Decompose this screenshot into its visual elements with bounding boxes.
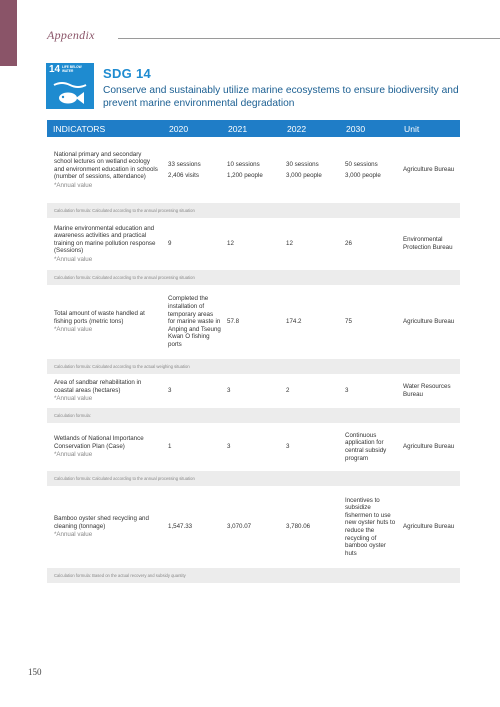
formula-text: Calculation formula: Calculated according to the annual processing situation: [47, 270, 460, 285]
value-cell-2030: [342, 218, 400, 270]
value-cell-2021: [224, 218, 283, 270]
value-cell-2021: [224, 137, 283, 203]
column-header-2030: 2030: [342, 120, 400, 137]
formula-text: Calculation formula:: [47, 408, 460, 423]
value-text: 3: [286, 443, 290, 451]
value-text: 9: [168, 240, 172, 248]
value-text: 30 sessions: [286, 160, 319, 168]
indicator-cell: [47, 486, 165, 568]
column-header-indicators: INDICATORS: [47, 120, 165, 137]
value-cell-2020: [165, 218, 224, 270]
sdg-badge: [46, 63, 94, 109]
value-cell-2030: [342, 285, 400, 359]
formula-row: [47, 471, 460, 486]
indicators-table: [47, 120, 460, 583]
annual-note: *Annual value: [54, 181, 93, 189]
table-row: [47, 486, 460, 568]
indicator-text: National primary and secondary school lectures on wetland ecology and environment education in schools (number of sessions, attendance): [54, 150, 158, 181]
value-text: 26: [345, 240, 352, 248]
indicator-cell: [47, 423, 165, 471]
value-cell-2030: [342, 137, 400, 203]
header-divider: [118, 38, 500, 39]
value-cell-2030: [342, 423, 400, 471]
table-row: [47, 374, 460, 408]
value-cell-2021: [224, 423, 283, 471]
value-text: 3,780.06: [286, 523, 311, 531]
value-text: 12: [227, 240, 234, 248]
value-cell-2020: [165, 423, 224, 471]
indicator-cell: [47, 218, 165, 270]
column-header-2022: 2022: [283, 120, 342, 137]
value-cell-2022: [283, 486, 342, 568]
value-cell-2020: [165, 137, 224, 203]
value-text: 174.2: [286, 318, 302, 326]
table-header-row: [47, 120, 460, 137]
value-text: 10 sessions: [227, 160, 260, 168]
value-cell-2022: [283, 218, 342, 270]
value-text: 3: [168, 387, 172, 395]
value-text: 2,406 visits: [168, 171, 199, 179]
annual-note: *Annual value: [54, 451, 93, 459]
annual-note: *Annual value: [54, 255, 93, 263]
value-cell-2020: [165, 374, 224, 408]
value-text: 3: [345, 387, 349, 395]
formula-text: Calculation formula: Calculated according to the annual processing situation: [47, 203, 460, 218]
value-cell-2022: [283, 137, 342, 203]
value-text: Completed the installation of temporary areas for marine waste in Anping and Tseung Kwan O fishing ports: [168, 295, 221, 348]
formula-row: [47, 203, 460, 218]
value-cell-2030: [342, 486, 400, 568]
value-text: 1,547.33: [168, 523, 193, 531]
value-text: 3,000 people: [345, 171, 381, 179]
formula-text: Calculation formula: Calculated according to the actual weighing situation: [47, 359, 460, 374]
table-body: [47, 137, 460, 583]
unit-cell: Agriculture Bureau: [403, 318, 455, 326]
page-number: 150: [28, 667, 42, 677]
sdg-description: Conserve and sustainably utilize marine ecosystems to ensure biodiversity and prevent marine environmental degradation: [103, 85, 459, 109]
sdg-badge-number: 14: [49, 64, 61, 75]
column-header-unit: Unit: [400, 120, 460, 137]
value-cell-2020: [165, 486, 224, 568]
section-title: Appendix: [47, 28, 95, 42]
indicator-cell: [47, 285, 165, 359]
value-text: 57.8: [227, 318, 240, 326]
indicator-text: Area of sandbar rehabilitation in coastal areas (hectares): [54, 379, 142, 394]
value-text: 33 sessions: [168, 160, 201, 168]
annual-note: *Annual value: [54, 326, 93, 334]
indicator-cell: [47, 374, 165, 408]
value-cell-2022: [283, 423, 342, 471]
value-text: Incentives to subsidize fishermen to use new oyster huts to reduce the recycling of bamboo oyster huts: [345, 496, 396, 557]
formula-row: [47, 270, 460, 285]
fish-icon: [52, 77, 88, 107]
column-header-2021: 2021: [224, 120, 283, 137]
annual-note: *Annual value: [54, 395, 93, 403]
value-text: 50 sessions: [345, 160, 378, 168]
value-text: 1,200 people: [227, 171, 263, 179]
value-cell-2021: [224, 374, 283, 408]
sdg-badge-label: LIFE BELOW WATER: [62, 65, 82, 73]
value-cell-2022: [283, 374, 342, 408]
unit-cell: Water Resources Bureau: [403, 383, 451, 398]
unit-cell: Agriculture Bureau: [403, 166, 455, 174]
unit-cell: Agriculture Bureau: [403, 443, 455, 451]
table-row: [47, 137, 460, 203]
table-row: [47, 423, 460, 471]
value-text: 3,000 people: [286, 171, 322, 179]
formula-row: [47, 359, 460, 374]
unit-cell: Environmental Protection Bureau: [403, 236, 453, 251]
value-text: 12: [286, 240, 293, 248]
value-cell-2020: [165, 285, 224, 359]
indicator-text: Marine environmental education and awareness activities and practical training on marine pollution response (Sessions): [54, 224, 156, 255]
indicator-text: Wetlands of National Importance Conservation Plan (Case): [54, 435, 144, 450]
indicator-cell: [47, 137, 165, 203]
formula-text: Calculation formula: Based on the actual recovery and subsidy quantity: [47, 568, 460, 583]
formula-row: [47, 568, 460, 583]
unit-cell: Agriculture Bureau: [403, 523, 455, 531]
indicator-text: Bamboo oyster shed recycling and cleaning (tonnage): [54, 515, 149, 530]
value-text: 75: [345, 318, 352, 326]
sdg-title: SDG 14: [103, 66, 152, 81]
section-side-tab: [0, 0, 17, 66]
value-text: 1: [168, 443, 172, 451]
column-header-2020: 2020: [165, 120, 224, 137]
formula-text: Calculation formula: Calculated according to the annual processing situation: [47, 471, 460, 486]
value-cell-2030: [342, 374, 400, 408]
table-row: [47, 285, 460, 359]
value-text: 3: [227, 387, 231, 395]
value-text: 2: [286, 387, 290, 395]
value-text: 3: [227, 443, 231, 451]
value-cell-2021: [224, 285, 283, 359]
value-text: Continuous application for central subsidy program: [345, 431, 387, 462]
value-cell-2021: [224, 486, 283, 568]
annual-note: *Annual value: [54, 531, 93, 539]
table-row: [47, 218, 460, 270]
value-cell-2022: [283, 285, 342, 359]
formula-row: [47, 408, 460, 423]
value-text: 3,070.07: [227, 523, 252, 531]
indicator-text: Total amount of waste handled at fishing ports (metric tons): [54, 310, 145, 325]
